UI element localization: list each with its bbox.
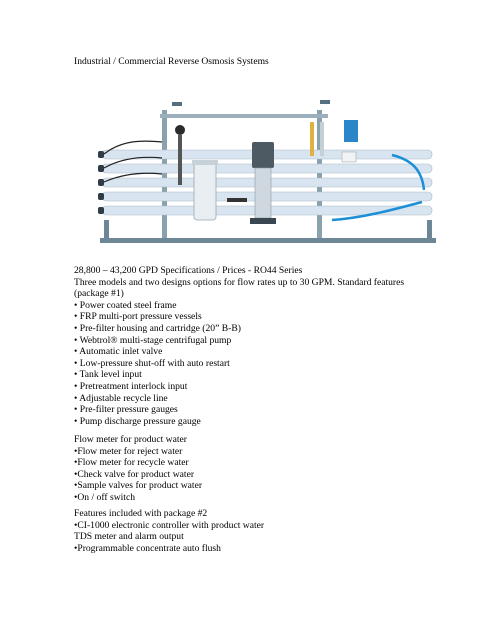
feature-item: • Adjustable recycle line: [74, 392, 168, 404]
ro-system-photo: [92, 100, 442, 250]
feature-item: • Automatic inlet valve: [74, 346, 163, 358]
feature-item: • Pre-filter housing and cartridge (20” B-B): [74, 322, 241, 334]
feature-item: •Programmable concentrate auto flush: [74, 542, 221, 554]
feature-item: • Low-pressure shut-off with auto restart: [74, 357, 230, 369]
spec-intro: Three models and two designs options for flow rates up to 30 GPM. Standard features (package #1): [74, 276, 405, 300]
feature-item: • Tank level input: [74, 369, 142, 381]
document-title: Industrial / Commercial Reverse Osmosis Systems: [74, 56, 269, 67]
feature-item: •On / off switch: [74, 491, 136, 503]
feature-item: •Check valve for product water: [74, 468, 195, 480]
feature-item: •CI-1000 electronic controller with product water: [74, 519, 265, 531]
feature-item: • Webtrol® multi-stage centrifugal pump: [74, 334, 232, 346]
feature-item: TDS meter and alarm output: [74, 531, 184, 543]
feature-item: Flow meter for product water: [74, 434, 187, 445]
feature-item: •Flow meter for reject water: [74, 445, 183, 457]
feature-item: • FRP multi-port pressure vessels: [74, 311, 202, 323]
feature-item: • Pretreatment interlock input: [74, 380, 188, 392]
specifications-section: [74, 265, 434, 427]
flow-features-section: [74, 434, 434, 504]
package2-section: [74, 508, 434, 554]
package2-heading: Features included with package #2: [74, 508, 208, 519]
feature-item: • Power coated steel frame: [74, 299, 177, 311]
feature-item: •Flow meter for recycle water: [74, 457, 189, 469]
feature-item: •Sample valves for product water: [74, 480, 203, 492]
feature-item: • Pump discharge pressure gauge: [74, 415, 201, 427]
spec-heading: 28,800 – 43,200 GPD Specifications / Prices - RO44 Series: [74, 265, 303, 276]
feature-item: • Pre-filter pressure gauges: [74, 404, 178, 416]
